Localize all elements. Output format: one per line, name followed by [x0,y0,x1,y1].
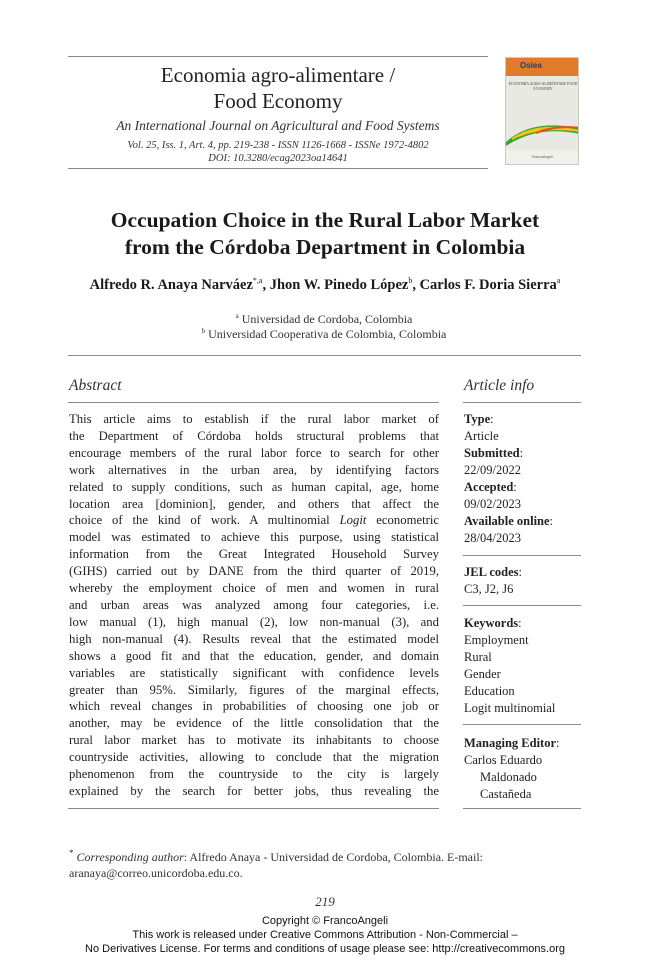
license-line-1: This work is released under Creative Commons Attribution - Non-Commercial – [132,929,518,941]
cover-top-band [506,58,579,76]
page-number: 219 [315,894,335,909]
article-title-line2: from the Córdoba Department in Colombia [124,235,526,259]
author-affiliation-mark: *,a [252,276,263,285]
article-info-heading-rule [463,402,581,403]
abstract-heading: Abstract [69,377,122,394]
section-rule [68,355,581,356]
abstract-line: related to supply conditions, such as human capital, age, home [69,479,439,494]
accepted-label: Accepted [464,480,514,494]
online-value: 28/04/2023 [464,531,521,545]
info-rule-3 [463,724,581,725]
submitted-label: Submitted [464,446,520,460]
jel-block [464,564,522,598]
abstract-line: low manual (1), high manual (2), low non-manual (3), and [69,614,439,629]
author-name: Carlos F. Doria Sierra [419,276,557,293]
editor-row: Managing Editor: [464,736,560,750]
article-dates-block [464,411,553,547]
footnote-label: Corresponding author [76,850,184,864]
abstract-line: explained by the search for better jobs, thus revealing the [69,783,439,798]
abstract-line: choice of the kind of work. A multinomial Logit econometric [69,513,439,528]
author-affiliation-mark: b [408,276,413,285]
article-info-heading: Article info [464,377,535,394]
accepted-value: 09/02/2023 [464,497,521,511]
info-rule-1 [463,555,581,556]
type-row: Type: [464,412,494,426]
footnote-text: : Alfredo Anaya - Universidad de Cordoba, Colombia. E-mail: [183,850,484,864]
cover-title: ECONOMIA AGRO-ALIMENTARE FOOD ECONOMY [508,82,578,91]
abstract-line: another, may be evidence of the little consolidation that the [69,716,439,731]
copyright-line: Copyright © FrancoAngeli [261,915,389,927]
abstract-line: model was estimated to achieve this purpose, using statistical [69,530,439,545]
journal-name-line1: Economia agro-alimentare / [160,63,396,87]
editor-name-line: Castañeda [480,787,532,801]
author-name: Alfredo R. Anaya Narváez [89,276,253,293]
article-title-line1: Occupation Choice in the Rural Labor Market [110,208,540,232]
cover-swoosh-graphic [506,116,579,148]
abstract-line: This article aims to establish if the rural labor market of [69,412,439,426]
abstract-line: high non-manual (4). Results reveal that the estimated model [69,631,439,646]
abstract-line: shows a good fit and that the education, gender, and domain [69,648,439,663]
abstract-line: phenomenon from the countryside to the city is largely [69,767,439,782]
abstract-line: location area [dominion], gender, and others that affect the [69,496,439,511]
footnote-mark: * [69,848,74,858]
abstract-body [69,411,439,800]
abstract-line: whereby the employment choice of men and women in rural [69,581,439,596]
abstract-line: rural labor market has to motivate its inhabitants to choose [69,733,439,748]
abstract-line: and urban areas was analyzed among four categories, i.e. [69,597,439,612]
online-row: Available online: [464,514,554,528]
footnote-email-link[interactable]: aranaya@correo.unicordoba.edu.co. [69,866,243,880]
abstract-line: greater than 95%. Similarly, figures of the marginal effects, [69,682,439,697]
license-line-2[interactable]: No Derivatives License. For terms and conditions of usage please see: http://creativecommons.org [85,943,565,955]
keywords-row: Keywords: [464,616,522,630]
cover-publisher: FrancoAngeli [532,155,553,159]
affiliation-b [68,324,580,342]
abstract-bottom-rule [68,808,439,809]
abstract-line: which reveal changes in probabilities of choosing one job or [69,699,439,714]
journal-name-line2: Food Economy [213,89,343,113]
author-name: Jhon W. Pinedo López [269,276,409,293]
abstract-line: encourage members of the rural labor force to search for other [69,445,439,460]
corresponding-author-footnote [69,845,581,881]
submitted-row: Submitted: [464,446,524,460]
type-value: Article [464,429,499,443]
journal-cover-image [505,57,579,165]
keyword-item: Rural [464,650,492,664]
keyword-item: Employment [464,633,529,647]
keyword-item: Logit multinomial [464,701,556,715]
jel-row: JEL codes: [464,565,523,579]
journal-volume-info: Vol. 25, Iss. 1, Art. 4, pp. 219-238 - ISSN 1126-1668 - ISSNe 1972-4802 [127,140,429,151]
editor-name-line: Maldonado [480,770,537,784]
cover-logo: Osiea [520,61,542,70]
abstract-line: (GIHS) carried out by DANE from the third quarter of 2019, [69,564,439,579]
author-separator: , [412,276,420,293]
affiliation-mark: b [201,327,206,335]
abstract-line: work alternatives in the urban area, by identifying factors [69,462,439,477]
abstract-line: variables are statistically significant with confidence levels [69,665,439,680]
journal-subtitle: An International Journal on Agricultural and Food Systems [116,118,440,133]
keywords-block [464,615,555,717]
type-label: Type [464,412,491,426]
online-label: Available online [464,514,550,528]
journal-doi[interactable]: DOI: 10.3280/ecag2023oa14641 [208,153,348,164]
abstract-line: the Department of Córdoba holds structural problems that [69,428,439,443]
abstract-line: countryside activities, allowing to conclude that the migration [69,750,439,765]
affiliation-text: Universidad de Cordoba, Colombia [241,312,413,326]
author-list [40,276,610,294]
affiliation-mark: a [235,312,239,320]
editor-block [464,735,560,803]
keywords-label: Keywords [464,616,519,630]
info-bottom-rule [463,808,581,809]
author-affiliation-mark: a [556,276,561,285]
editor-name-line: Carlos Eduardo [464,753,543,767]
jel-label: JEL codes [464,565,519,579]
info-rule-2 [463,605,581,606]
header-top-rule [68,56,488,57]
abstract-heading-rule [68,402,439,403]
submitted-value: 22/09/2022 [464,463,521,477]
header-bottom-rule [68,168,488,169]
keyword-item: Gender [464,667,501,681]
jel-value: C3, J2, J6 [464,582,514,596]
accepted-row: Accepted: [464,480,517,494]
keyword-item: Education [464,684,515,698]
author-separator: , [262,276,270,293]
abstract-line: information from the Great Integrated Household Survey [69,547,439,562]
affiliation-text: Universidad Cooperativa de Colombia, Colombia [208,327,447,341]
editor-label: Managing Editor [464,736,557,750]
